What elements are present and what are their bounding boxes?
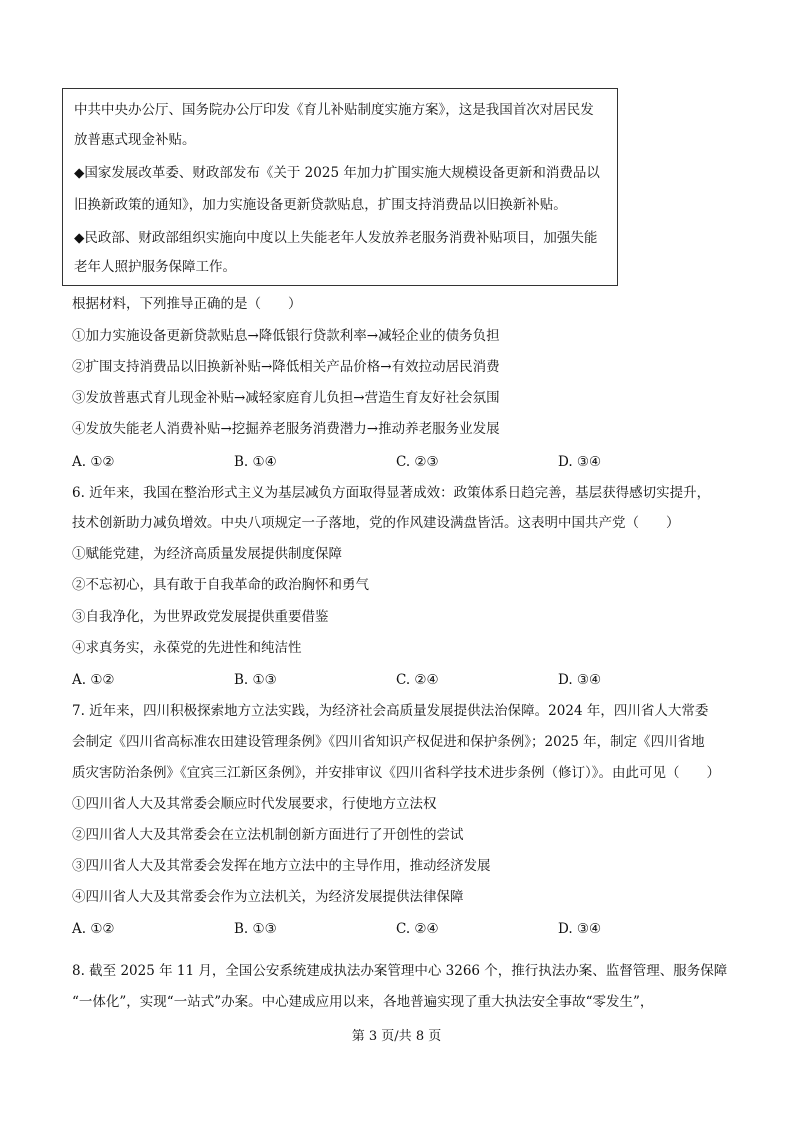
- q7-option-b: B. ①③: [234, 921, 277, 937]
- q7-option-a: A. ①②: [72, 921, 115, 937]
- q6-option-b: B. ①③: [234, 672, 277, 688]
- q7-item-4: ④四川省人大及其常委会作为立法机关，为经济发展提供法律保障: [72, 889, 464, 905]
- q8-stem-line-2: “一体化”，实现“一站式”办案。中心建成应用以来，各地普遍实现了重大执法安全事故“零发生”，: [72, 994, 654, 1010]
- material-line-4: 旧换新政策的通知》，加力实施设备更新贷款贴息，扩围支持消费品以旧换新补贴。: [74, 197, 567, 213]
- q6-item-1: ①赋能党建，为经济高质量发展提供制度保障: [72, 546, 342, 562]
- material-line-3: ◆国家发展改革委、财政部发布《关于 2025 年加力扩围实施大规模设备更新和消费品以: [74, 165, 600, 181]
- page-number: 第 3 页/共 8 页: [351, 1029, 442, 1044]
- q6-stem-line-1: 6. 近年来，我国在整治形式主义为基层减负方面取得显著成效：政策体系日趋完善，基层获得感切实提升，: [72, 485, 711, 501]
- q7-stem-line-3: 质灾害防治条例》《宜宾三江新区条例》，并安排审议《四川省科学技术进步条例（修订）》。由此可见（ ）: [72, 765, 720, 781]
- material-line-1: 中共中央办公厅、国务院办公厅印发《育儿补贴制度实施方案》，这是我国首次对居民发: [74, 102, 594, 118]
- q7-item-1: ①四川省人大及其常委会顺应时代发展要求，行使地方立法权: [72, 796, 437, 812]
- material-line-5: ◆民政部、财政部组织实施向中度以上失能老年人发放养老服务消费补贴项目，加强失能: [74, 230, 598, 246]
- q6-item-3: ③自我净化，为世界政党发展提供重要借鉴: [72, 609, 329, 625]
- material-line-6: 老年人照护服务保障工作。: [74, 259, 236, 275]
- q5-option-c: C. ②③: [396, 454, 439, 470]
- q5-stem: 根据材料，下列推导正确的是（ ）: [72, 296, 302, 312]
- q7-item-3: ③四川省人大及其常委会发挥在地方立法中的主导作用，推动经济发展: [72, 858, 491, 874]
- material-line-2: 放普惠式现金补贴。: [74, 132, 196, 148]
- q5-item-4: ④发放失能老人消费补贴→挖掘养老服务消费潜力→推动养老服务业发展: [72, 421, 500, 437]
- q6-stem-line-2: 技术创新助力减负增效。中央八项规定一子落地，党的作风建设满盘皆活。这表明中国共产党（ ）: [72, 515, 680, 531]
- q7-stem-line-1: 7. 近年来，四川积极探索地方立法实践，为经济社会高质量发展提供法治保障。2024 年，四川省人大常委: [72, 703, 709, 719]
- q6-option-d: D. ③④: [558, 672, 602, 688]
- q5-item-2: ②扩围支持消费品以旧换新补贴→降低相关产品价格→有效拉动居民消费: [72, 359, 500, 375]
- q5-option-d: D. ③④: [558, 454, 602, 470]
- q5-item-3: ③发放普惠式育儿现金补贴→减轻家庭育儿负担→营造生育友好社会氛围: [72, 390, 500, 406]
- q6-item-2: ②不忘初心，具有敢于自我革命的政治胸怀和勇气: [72, 577, 369, 593]
- q5-item-1: ①加力实施设备更新贷款贴息→降低银行贷款利率→减轻企业的债务负担: [72, 328, 500, 344]
- q6-option-c: C. ②④: [396, 672, 439, 688]
- q8-stem-line-1: 8. 截至 2025 年 11 月，全国公安系统建成执法办案管理中心 3266 个，推行执法办案、监督管理、服务保障: [72, 963, 728, 979]
- q7-option-d: D. ③④: [558, 921, 602, 937]
- q5-option-a: A. ①②: [72, 454, 115, 470]
- q6-item-4: ④求真务实，永葆党的先进性和纯洁性: [72, 640, 302, 656]
- q6-option-a: A. ①②: [72, 672, 115, 688]
- q7-option-c: C. ②④: [396, 921, 439, 937]
- q7-item-2: ②四川省人大及其常委会在立法机制创新方面进行了开创性的尝试: [72, 827, 464, 843]
- q7-stem-line-2: 会制定《四川省高标准农田建设管理条例》《四川省知识产权促进和保护条例》；2025 年，制定《四川省地: [72, 734, 705, 750]
- q5-option-b: B. ①④: [234, 454, 277, 470]
